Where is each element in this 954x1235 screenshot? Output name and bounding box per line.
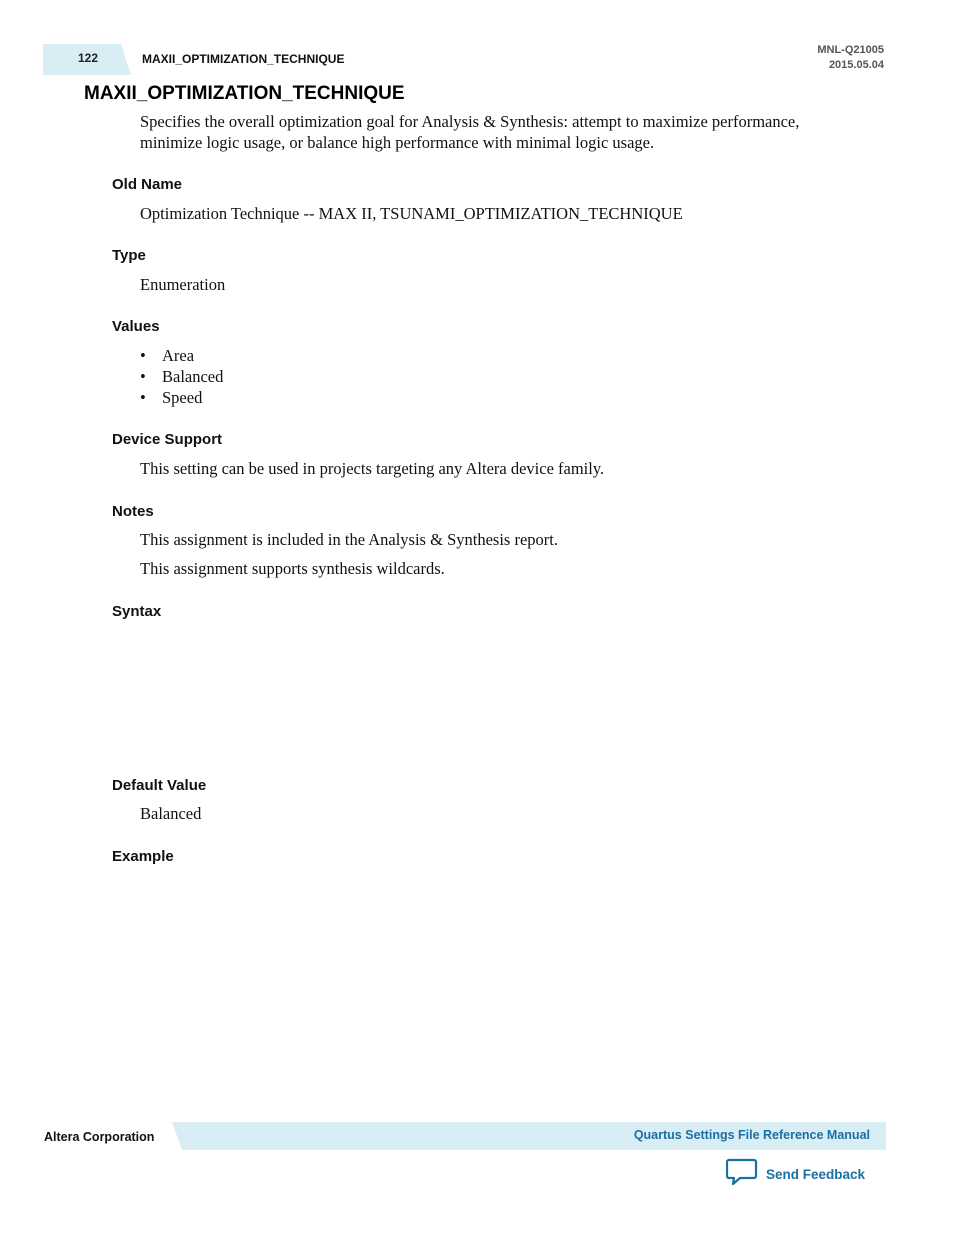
bullet-icon: • — [140, 367, 146, 386]
footer-manual-link[interactable]: Quartus Settings File Reference Manual — [633, 1128, 870, 1142]
values-heading: Values — [112, 318, 160, 335]
doc-id: MNL-Q21005 — [817, 44, 884, 56]
notes-heading: Notes — [112, 503, 154, 520]
bullet-icon: • — [140, 388, 146, 407]
list-item — [140, 367, 223, 388]
running-title: MAXII_OPTIMIZATION_TECHNIQUE — [142, 52, 345, 66]
example-heading: Example — [112, 848, 174, 865]
value-label: Balanced — [162, 367, 224, 386]
values-list — [140, 346, 223, 409]
page-title: MAXII_OPTIMIZATION_TECHNIQUE — [84, 83, 405, 104]
doc-identifier — [817, 43, 884, 73]
old-name-heading: Old Name — [112, 176, 183, 193]
doc-date: 2015.05.04 — [828, 59, 884, 71]
intro-line-2: minimize logic usage, or balance high performance with minimal logic usage. — [140, 133, 655, 152]
value-label: Area — [162, 346, 195, 365]
footer-company: Altera Corporation — [44, 1130, 155, 1144]
default-value-heading: Default Value — [112, 777, 207, 794]
send-feedback-link[interactable] — [726, 1158, 865, 1191]
syntax-heading: Syntax — [112, 603, 162, 620]
list-item — [140, 346, 223, 367]
value-label: Speed — [162, 388, 203, 407]
notes-line-1: This assignment is included in the Analysis & Synthesis report. — [140, 530, 558, 549]
device-support-text: This setting can be used in projects targeting any Altera device family. — [140, 459, 605, 478]
type-text: Enumeration — [140, 275, 226, 294]
old-name-text: Optimization Technique -- MAX II, TSUNAMI_OPTIMIZATION_TECHNIQUE — [140, 204, 683, 223]
send-feedback-label: Send Feedback — [766, 1167, 866, 1182]
intro-line-1: Specifies the overall optimization goal for Analysis & Synthesis: attempt to maximize performance, — [140, 112, 800, 131]
bullet-icon: • — [140, 346, 146, 365]
notes-line-2: This assignment supports synthesis wildcards. — [140, 559, 445, 578]
default-value-text: Balanced — [140, 804, 202, 823]
intro-paragraph — [140, 111, 840, 153]
device-support-heading: Device Support — [112, 431, 223, 448]
page-number: 122 — [77, 51, 99, 65]
list-item — [140, 388, 223, 409]
type-heading: Type — [112, 247, 146, 264]
speech-bubble-icon — [726, 1158, 758, 1191]
